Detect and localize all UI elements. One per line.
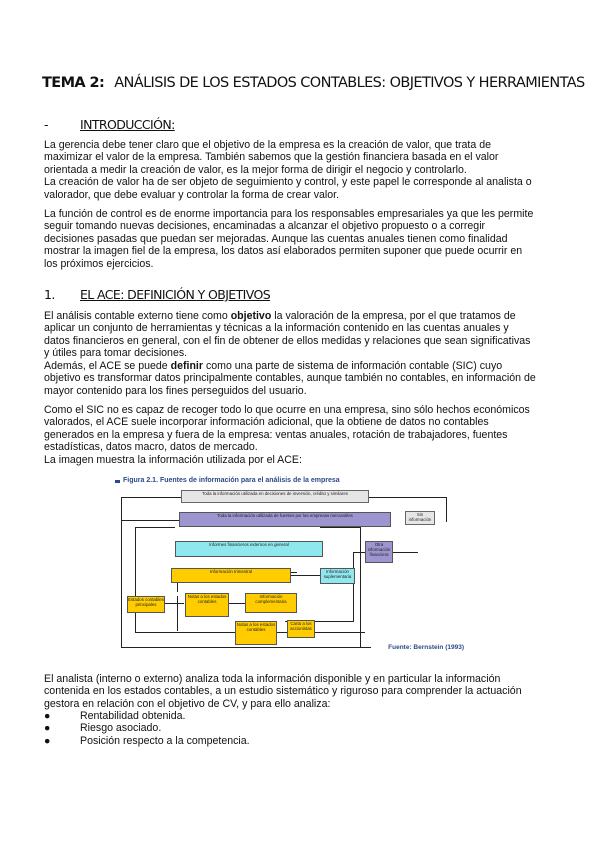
figure-title-bar	[115, 480, 120, 483]
tema-label: TEMA 2:	[42, 75, 105, 91]
text-line: mayor contenido para los fines perseguidos del usuario.	[44, 384, 307, 397]
list-item-text: Rentabilidad obtenida.	[80, 710, 186, 722]
figure-source: Fuente: Bernstein (1993)	[388, 644, 464, 651]
page-title	[42, 75, 585, 91]
intro-paragraph-2	[44, 208, 560, 270]
section-1-heading	[44, 287, 270, 302]
connector-line	[177, 596, 178, 631]
text-line: contenida en los estados contables, a un estudio sistemático y riguroso para comprender la actuación	[44, 685, 522, 698]
information-sources-figure	[115, 475, 470, 655]
text-line: valorados, el ACE suele incorporar información adicional, que la obtiene de datos no contables	[44, 416, 489, 429]
text-line: decisiones pasadas que puedan ser mejoradas. Aunque las cuentas anuales tienen como finalidad	[44, 232, 508, 245]
connector-line	[121, 647, 371, 648]
text-line: orientada a medir la creación de valor, es la mejor forma de dirigir el negocio y controlarlo.	[44, 163, 467, 176]
intro-heading-text: INTRODUCCIÓN:	[80, 117, 175, 132]
text-line: estadísticas, datos macro, datos de mercado.	[44, 441, 258, 454]
list-item	[44, 710, 250, 722]
text-line: La creación de valor ha de ser objeto de seguimiento y control, y este papel le corresponde al analista o	[44, 176, 532, 189]
text-line: La gerencia debe tener claro que el objetivo de la empresa es la creación de valor, que trata de	[44, 139, 491, 151]
bold-definir: definir	[170, 360, 203, 372]
box-all-info: Toda la información utilizada en decisiones de inversión, crédito y similares	[181, 490, 369, 503]
section-number: 1.	[44, 287, 55, 302]
bold-objetivo: objetivo	[230, 310, 272, 322]
box-company-info: Toda la información utilizada de fuentes por las empresas mercantiles	[179, 512, 391, 527]
connector-line	[135, 527, 136, 632]
text-span: como una parte de sistema de información contable (SIC) cuyo	[203, 360, 503, 372]
connector-line	[162, 603, 184, 604]
list-item	[44, 722, 250, 734]
list-item-text: Riesgo asociado.	[80, 722, 162, 735]
box-no-info: Sin información	[405, 511, 435, 525]
text-line: Como el SIC no es capaz de recoger todo lo que ocurre en una empresa, sino sólo hechos económicos	[44, 404, 530, 416]
text-line: y útiles para tomar decisiones.	[44, 347, 188, 360]
box-complementary-info: Información complementaria	[245, 593, 297, 613]
text-line: datos financieros en general, con el fin de obtener de ellos medidas y relaciones que sean significativas	[44, 334, 531, 347]
intro-bullet: -	[44, 117, 48, 132]
section-heading-text: EL ACE: DEFINICIÓN Y OBJETIVOS	[80, 287, 271, 302]
text-line	[44, 310, 560, 322]
text-line	[44, 360, 560, 372]
text-span: El análisis contable externo tiene como	[44, 310, 231, 322]
box-letter: Carta a los accionistas	[287, 620, 315, 638]
tema-title: ANÁLISIS DE LOS ESTADOS CONTABLES: OBJETIVOS Y HERRAMIENTAS	[114, 75, 585, 91]
bullet-icon: ●	[44, 710, 51, 722]
bullet-icon: ●	[44, 734, 51, 747]
list-item-text: Posición respecto a la competencia.	[80, 734, 250, 747]
text-line: mostrar la imagen fiel de la empresa, los datos así elaborados permiten suponer que puede ocurrir en	[44, 245, 523, 258]
list-item	[44, 735, 250, 747]
intro-heading	[44, 117, 175, 132]
text-span: la valoración de la empresa, por el que tratamos de	[271, 310, 516, 322]
text-line: valorador, que debe evaluar y controlar la forma de crear valor.	[44, 188, 340, 201]
text-span: Además, el ACE se puede	[44, 360, 171, 372]
text-line: objetivo es transformar datos principalmente contables, aunque también no contables, en información de	[44, 372, 536, 385]
bullet-icon: ●	[44, 722, 51, 735]
section-1-paragraph-3	[44, 404, 560, 466]
text-line: generados en la empresa y fuera de la empresa: ventas anuales, rotación de trabajadores, fuentes	[44, 428, 508, 441]
box-notes: Notas a los estados contables	[185, 593, 229, 617]
text-line: La función de control es de enorme importancia para los responsables empresariales ya que les permite	[44, 208, 534, 220]
text-line: aplicar un conjunto de herramientas y técnicas a la información contenido en las cuentas anuales y	[44, 322, 509, 335]
text-line: gestora en relación con el objetivo de CV, y para ello analiza:	[44, 697, 331, 710]
box-other-info: Otra información financiera	[365, 541, 393, 563]
text-line: La imagen muestra la información utilizada por el ACE:	[44, 453, 302, 466]
connector-line	[446, 497, 447, 522]
analysis-list	[44, 710, 250, 747]
connector-line	[227, 603, 245, 604]
intro-paragraph-1	[44, 139, 560, 201]
box-supplementary-info: Información suplementaria	[320, 568, 355, 584]
connector-line	[320, 527, 360, 528]
connector-line	[121, 520, 179, 521]
text-line: los próximos ejercicios.	[44, 257, 154, 270]
section-1-paragraph-1	[44, 310, 560, 360]
closing-paragraph	[44, 673, 560, 710]
connector-line	[367, 497, 447, 498]
box-main-statements: Estados contables principales	[127, 596, 165, 613]
connector-line	[360, 527, 361, 647]
section-1-paragraph-2	[44, 360, 560, 397]
text-line: El analista (interno o externo) analiza toda la información disponible y en particular la información	[44, 673, 501, 685]
text-line: seguir tomando nuevas decisiones, encaminadas a alcanzar el objetivo propuesto o a corregir	[44, 220, 486, 233]
connector-line	[135, 527, 175, 528]
connector-line	[353, 552, 354, 622]
box-interim-info: Información trimestral	[171, 568, 291, 583]
figure-title: Figura 2.1. Fuentes de información para el análisis de la empresa	[123, 477, 340, 484]
text-line: maximizar el valor de la empresa. También sabemos que la gestión financiera basada en el valor	[44, 151, 499, 164]
box-financial-reports: Informes financieros externos en general	[175, 541, 323, 557]
connector-line	[121, 497, 181, 498]
box-accounting-notes: Notas a los estados contables	[235, 621, 277, 645]
